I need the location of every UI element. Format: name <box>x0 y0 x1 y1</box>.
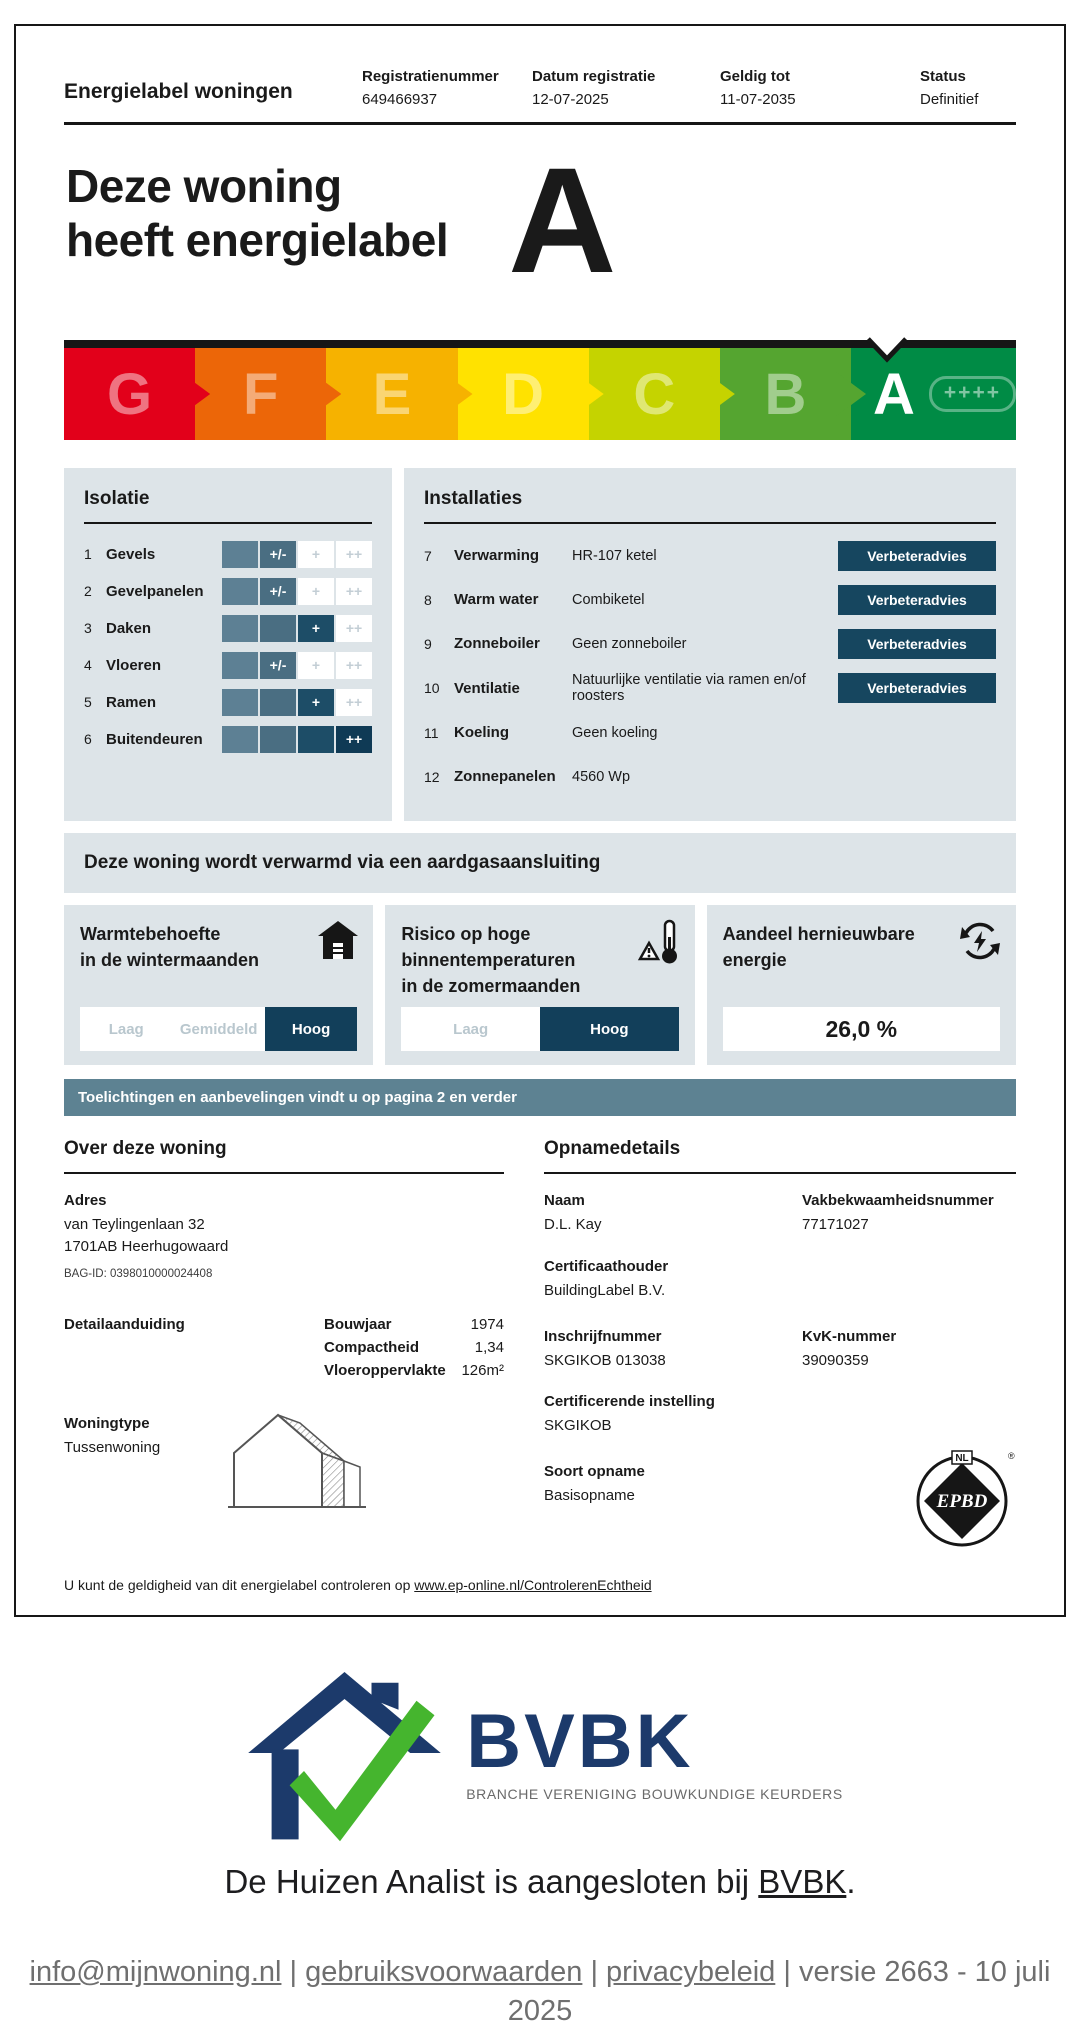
page-footer <box>0 1953 1080 2031</box>
scale-segment-b <box>720 348 851 440</box>
warmtebehoefte-box <box>64 905 373 1065</box>
verbeteradvies-button[interactable]: Verbeteradvies <box>838 629 996 659</box>
row-number: 9 <box>424 635 432 652</box>
document-title: Energielabel woningen <box>64 80 293 103</box>
validity-text: U kunt de geldigheid van dit energielabel controleren op <box>64 1577 415 1593</box>
svg-text:NL: NL <box>955 1453 969 1464</box>
field-label: Inschrijfnummer <box>544 1327 662 1345</box>
spec-row <box>324 1316 504 1333</box>
rating-cell <box>222 578 258 605</box>
installaties-title: Installaties <box>424 488 996 524</box>
field-label: Woningtype <box>64 1414 150 1432</box>
rating-cells <box>222 615 372 642</box>
scale-segment-f <box>195 348 326 440</box>
certificerende-instelling-group <box>544 1393 1016 1437</box>
row-label: Zonnepanelen <box>454 768 556 785</box>
bvbk-name: BVBK <box>466 1699 694 1784</box>
iso-row-ramen <box>84 688 372 716</box>
terms-link[interactable]: gebruiksvoorwaarden <box>305 1956 583 1988</box>
field-label: Detailaanduiding <box>64 1315 185 1333</box>
verbeteradvies-button[interactable]: Verbeteradvies <box>838 585 996 615</box>
box-title <box>401 921 617 999</box>
isolatie-title: Isolatie <box>84 488 372 524</box>
certificaathouder-value: BuildingLabel B.V. <box>544 1281 666 1299</box>
naam-value: D.L. Kay <box>544 1216 602 1233</box>
segment-letter: C <box>633 361 676 427</box>
row-number: 5 <box>84 694 92 710</box>
rating-cell-active: +/- <box>260 578 296 605</box>
detailaanduiding-group <box>64 1316 504 1385</box>
metric-boxes-row <box>64 905 1016 1065</box>
rating-cell-active: + <box>298 689 334 716</box>
field-value: 11-07-2035 <box>720 91 796 108</box>
isolatie-panel <box>64 468 392 821</box>
row-value: Combiketel <box>572 591 645 608</box>
page <box>0 24 1080 2028</box>
version-text: | versie 2663 - 10 juli 2025 <box>507 1956 1051 2028</box>
rating-cells <box>222 578 372 605</box>
row-label: Daken <box>106 619 152 637</box>
rating-cell: ++ <box>336 615 372 642</box>
rating-cells <box>222 689 372 716</box>
field-label: Certificaathouder <box>544 1257 669 1275</box>
row-value: Geen koeling <box>572 724 658 741</box>
box-title-line: in de zomermaanden <box>401 976 581 997</box>
bvbk-tagline: BRANCHE VERENIGING BOUWKUNDIGE KEURDERS <box>466 1786 843 1802</box>
box-title <box>723 921 939 973</box>
row-value: 4560 Wp <box>572 768 631 785</box>
header-field-status <box>920 68 1016 108</box>
scale-pointer-notch <box>864 337 910 363</box>
rating-cells <box>222 726 372 753</box>
footer-separator: | <box>582 1956 607 1988</box>
inst-row-zonnepanelen <box>424 761 996 792</box>
bvbk-link[interactable]: BVBK <box>758 1863 847 1900</box>
field-value: 12-07-2025 <box>532 91 609 108</box>
rating-cell <box>260 615 296 642</box>
row-number: 10 <box>424 680 440 696</box>
row-number: 4 <box>84 657 92 673</box>
inst-row-warm-water <box>424 584 996 615</box>
box-title-line: in de wintermaanden <box>80 950 260 971</box>
box-title <box>80 921 296 973</box>
header-field-geldig-tot <box>720 68 920 108</box>
level-selector <box>80 1007 357 1051</box>
verbeteradvies-button[interactable]: Verbeteradvies <box>838 541 996 571</box>
over-deze-woning-column <box>64 1138 504 1551</box>
bvbk-logo-block <box>0 1663 1080 1843</box>
spec-value: 1,34 <box>474 1338 504 1356</box>
rating-cell <box>298 726 334 753</box>
bvbk-wordmark <box>466 1699 843 1802</box>
row-number: 11 <box>424 724 439 741</box>
field-value: Definitief <box>920 91 979 108</box>
woningtype-value: Tussenwoning <box>64 1438 161 1456</box>
energy-label-letter: A <box>508 136 617 304</box>
row-number: 6 <box>84 731 92 747</box>
row-label: Buitendeuren <box>106 730 203 748</box>
section-title: Over deze woning <box>64 1138 504 1174</box>
row-number: 8 <box>424 591 432 608</box>
scale-segment-e <box>326 348 457 440</box>
rating-cell-active: ++ <box>336 726 372 753</box>
rating-cell <box>222 689 258 716</box>
naam-vak-row <box>544 1192 1016 1236</box>
svg-text:®: ® <box>1008 1451 1015 1461</box>
rating-cell <box>222 541 258 568</box>
rating-cell: ++ <box>336 652 372 679</box>
bvbk-house-check-icon <box>237 1663 452 1843</box>
rowhouse-drawing-icon <box>220 1401 370 1513</box>
row-value: Natuurlijke ventilatie via ramen en/of roosters <box>572 672 806 704</box>
inst-row-zonneboiler <box>424 628 996 659</box>
affiliation-sentence <box>0 1863 1080 1901</box>
scale-segment-d <box>458 348 589 440</box>
row-label: Gevelpanelen <box>106 582 204 600</box>
header-divider <box>64 122 1016 125</box>
field-label: Registratienummer <box>362 68 499 85</box>
field-label: Geldig tot <box>720 68 790 85</box>
iso-row-gevels <box>84 540 372 568</box>
row-label: Vloeren <box>106 656 162 674</box>
inschrijfnummer-value: SKGIKOB 013038 <box>544 1351 666 1369</box>
rating-cell <box>222 652 258 679</box>
scale-segment-g <box>64 348 195 440</box>
spec-row <box>324 1339 504 1356</box>
option-gemiddeld[interactable]: Gemiddeld <box>172 1007 264 1051</box>
header-field-datum-registratie <box>532 68 720 108</box>
field-label: Soort opname <box>544 1463 645 1480</box>
row-number: 12 <box>424 768 440 785</box>
adres-group <box>64 1192 504 1280</box>
rating-cell <box>222 726 258 753</box>
soort-opname-row <box>544 1451 1016 1551</box>
hero-text <box>66 159 448 288</box>
details-section <box>64 1138 1016 1551</box>
option-laag[interactable]: Laag <box>80 1007 172 1051</box>
rating-cells <box>222 541 372 568</box>
rating-cell <box>260 689 296 716</box>
row-number: 3 <box>84 620 92 636</box>
row-number: 1 <box>84 546 92 562</box>
rating-cell: + <box>298 652 334 679</box>
row-value: HR-107 ketel <box>572 547 657 564</box>
rating-cell <box>260 726 296 753</box>
rating-cell: + <box>298 541 334 568</box>
box-title-line: Aandeel hernieuwbare <box>722 924 915 944</box>
option-hoog-selected[interactable]: Hoog <box>540 1007 679 1051</box>
spec-label: Bouwjaar <box>324 1315 392 1333</box>
rating-cell-active: +/- <box>260 541 296 568</box>
hero-line2: heeft energielabel <box>66 214 449 267</box>
rating-cell: + <box>298 578 334 605</box>
inschrijf-kvk-row <box>544 1328 1016 1372</box>
rating-cell-active: + <box>298 615 334 642</box>
binnentemperatuur-box <box>385 905 694 1065</box>
segment-letter: G <box>107 361 153 427</box>
email-link[interactable]: info@mijnwoning.nl <box>29 1956 282 1988</box>
box-title-line: energie <box>722 950 787 971</box>
row-label: Ventilatie <box>454 679 520 697</box>
iso-row-vloeren <box>84 651 372 679</box>
field-label: Certificerende instelling <box>544 1393 715 1411</box>
row-label: Ramen <box>106 693 157 711</box>
epbd-logo <box>912 1447 1016 1551</box>
energy-label-document <box>14 24 1066 1617</box>
level-selector <box>401 1007 678 1051</box>
hero-section <box>64 136 1016 304</box>
ep-online-link[interactable]: www.ep-online.nl/ControlerenEchtheid <box>414 1577 652 1593</box>
row-number: 2 <box>84 583 92 599</box>
rating-cell: ++ <box>336 541 372 568</box>
box-title-line: binnentemperaturen <box>401 950 576 971</box>
gas-connection-note: Deze woning wordt verwarmd via een aardgasaansluiting <box>64 833 1016 893</box>
row-label: Koeling <box>454 724 509 741</box>
iso-row-daken <box>84 614 372 642</box>
woningtype-group <box>64 1415 504 1513</box>
row-number: 7 <box>424 547 432 564</box>
segment-letter: B <box>764 361 807 427</box>
rating-cell: ++ <box>336 689 372 716</box>
scale-segment-c <box>589 348 720 440</box>
svg-text:EPBD: EPBD <box>936 1491 988 1512</box>
validity-note <box>64 1577 1016 1593</box>
field-label: Vakbekwaamheidsnummer <box>802 1192 994 1209</box>
inst-row-verwarming <box>424 540 996 571</box>
row-value: Geen zonneboiler <box>572 635 687 652</box>
renewable-share-value: 26,0 % <box>723 1007 1000 1051</box>
plus-badge: ++++ <box>929 376 1016 412</box>
renewable-energy-icon <box>958 919 1002 963</box>
document-header <box>64 68 1016 108</box>
iso-row-gevelpanelen <box>84 577 372 605</box>
inst-row-koeling <box>424 717 996 748</box>
adres-line: 1701AB Heerhugowaard <box>64 1237 229 1255</box>
sentence-text: De Huizen Analist is aangesloten bij <box>224 1863 759 1900</box>
section-title: Opnamedetails <box>544 1138 1016 1174</box>
spec-label: Vloeroppervlakte <box>324 1361 446 1379</box>
spec-label: Compactheid <box>324 1338 420 1356</box>
bag-id: BAG-ID: 0398010000024408 <box>64 1267 213 1280</box>
row-label: Warm water <box>454 591 539 608</box>
sentence-text: . <box>846 1863 856 1900</box>
certificerende-instelling-value: SKGIKOB <box>544 1417 612 1435</box>
iso-row-buitendeuren <box>84 725 372 753</box>
toelichting-bar: Toelichtingen en aanbevelingen vindt u op pagina 2 en verder <box>64 1079 1016 1116</box>
spec-value: 126m² <box>461 1361 504 1379</box>
energy-scale <box>64 340 1016 440</box>
inst-row-ventilatie <box>424 672 996 704</box>
spec-rows <box>324 1316 504 1385</box>
option-hoog-selected[interactable]: Hoog <box>265 1007 357 1051</box>
row-label: Verwarming <box>454 547 540 564</box>
installaties-panel <box>404 468 1016 821</box>
field-value: 649466937 <box>362 91 438 108</box>
soort-opname-value: Basisopname <box>544 1487 635 1504</box>
segment-letter: A <box>873 361 915 427</box>
verbeteradvies-button[interactable]: Verbeteradvies <box>838 673 996 703</box>
rating-cell-active: +/- <box>260 652 296 679</box>
opnamedetails-column <box>544 1138 1016 1551</box>
spec-value: 1974 <box>470 1315 504 1333</box>
adres-line: van Teylingenlaan 32 <box>64 1216 205 1233</box>
field-label: KvK-nummer <box>802 1327 897 1345</box>
box-title-line: Warmtebehoefte <box>80 924 221 944</box>
segment-letter: D <box>502 361 545 427</box>
row-label: Zonneboiler <box>454 635 540 652</box>
footer-separator: | <box>281 1956 306 1988</box>
field-label: Datum registratie <box>532 68 656 85</box>
option-laag[interactable]: Laag <box>401 1007 540 1051</box>
field-label: Naam <box>544 1192 585 1209</box>
segment-letter: E <box>372 361 412 427</box>
house-icon <box>317 919 359 961</box>
segment-letter: F <box>243 361 279 427</box>
rating-cell <box>222 615 258 642</box>
hernieuwbare-energie-box <box>707 905 1016 1065</box>
rating-cell: ++ <box>336 578 372 605</box>
thermometer-warning-icon <box>639 919 681 965</box>
kvk-value: 39090359 <box>802 1351 869 1369</box>
rating-cells <box>222 652 372 679</box>
certificaathouder-group <box>544 1258 1016 1302</box>
vakbekwaamheidsnummer-value: 77171027 <box>802 1216 869 1233</box>
field-label: Status <box>920 68 966 85</box>
panels-row <box>64 468 1016 821</box>
hero-line1: Deze woning <box>66 160 342 212</box>
box-title-line: Risico op hoge <box>401 924 531 944</box>
privacy-link[interactable]: privacybeleid <box>606 1956 776 1988</box>
field-label: Adres <box>64 1192 107 1209</box>
spec-row <box>324 1362 504 1379</box>
header-field-registratienummer <box>362 68 532 108</box>
row-label: Gevels <box>106 545 156 563</box>
